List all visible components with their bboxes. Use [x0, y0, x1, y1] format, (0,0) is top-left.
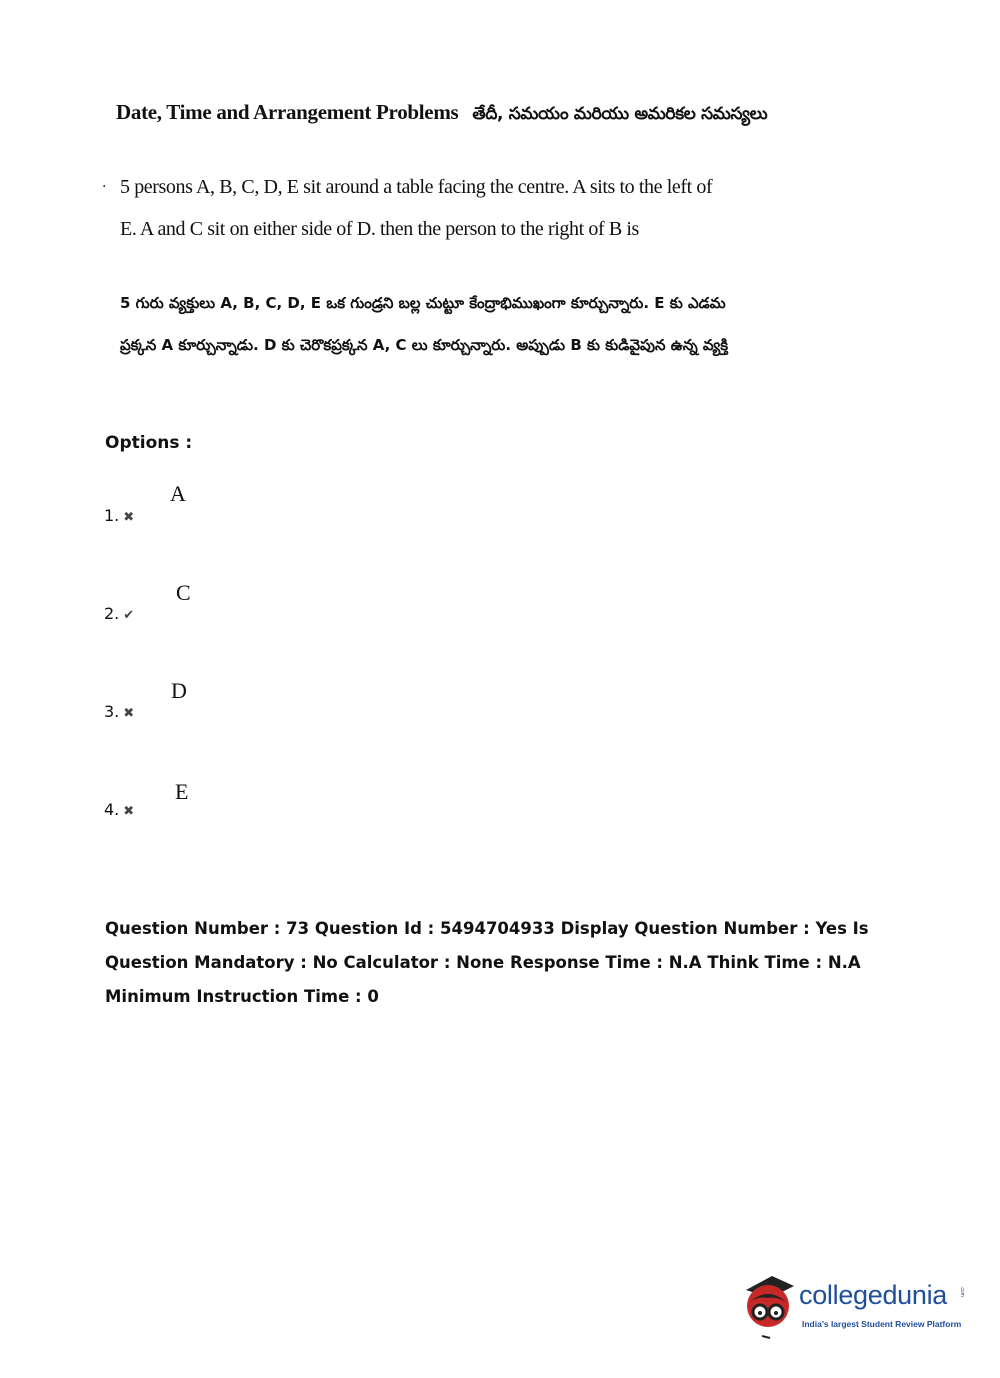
brand-name: collegedunia: [799, 1280, 948, 1310]
option-1: [104, 506, 134, 525]
collegedunia-logo: [742, 1272, 972, 1342]
option-number: 4.: [104, 800, 120, 819]
option-number: 2.: [104, 604, 120, 623]
question-text-telugu: 5 గురు వ్యక్తులు A, B, C, D, E ఒక గుండ్రని బల్ల చుట్టూ కేంద్రాభిముఖంగా కూర్చున్నారు. E కు ఎడమ ప్రక్కన A కూర్చున్నాడు. D కు చెరొకప్రక్కన A, C లు కూర్చున్నారు. అప్పుడు B కు కుడివైపున ఉన్న వ్యక్తి: [120, 294, 729, 354]
question-bullet: .: [102, 175, 107, 191]
options-label: Options :: [105, 433, 193, 453]
option-number: 1.: [104, 506, 120, 525]
section-heading-telugu: తేదీ, సమయం మరియు అమరికల సమస్యలు: [472, 104, 768, 124]
question-text-english: 5 persons A, B, C, D, E sit around a table facing the centre. A sits to the left of E. A and C sit on either side of D. then the person to the right of B is: [120, 176, 713, 240]
option-4-text: E: [175, 779, 189, 804]
question-metadata: Question Number : 73 Question Id : 5494704933 Display Question Number : Yes Is Question Mandatory : No Calculator : None Response Time : N.A Think Time : N.A Minimum Instruction Time : 0: [105, 919, 869, 1006]
check-icon: ✔: [123, 608, 135, 623]
brand-tagline: India's largest Student Review Platform: [802, 1319, 962, 1329]
option-3: [104, 702, 134, 721]
cross-icon: ✖: [123, 804, 135, 819]
cross-icon: ✖: [123, 510, 135, 525]
cross-icon: ✖: [123, 706, 135, 721]
section-heading-english: Date, Time and Arrangement Problems: [116, 100, 459, 124]
section-heading: [116, 100, 767, 128]
option-3-text: D: [171, 678, 187, 703]
mascot-icon: [742, 1272, 798, 1340]
option-1-text: A: [170, 481, 186, 506]
option-4: [104, 800, 134, 819]
option-2: [104, 604, 134, 623]
brand-suffix: .com: [959, 1286, 965, 1297]
option-2-text: C: [176, 580, 191, 605]
option-number: 3.: [104, 702, 120, 721]
